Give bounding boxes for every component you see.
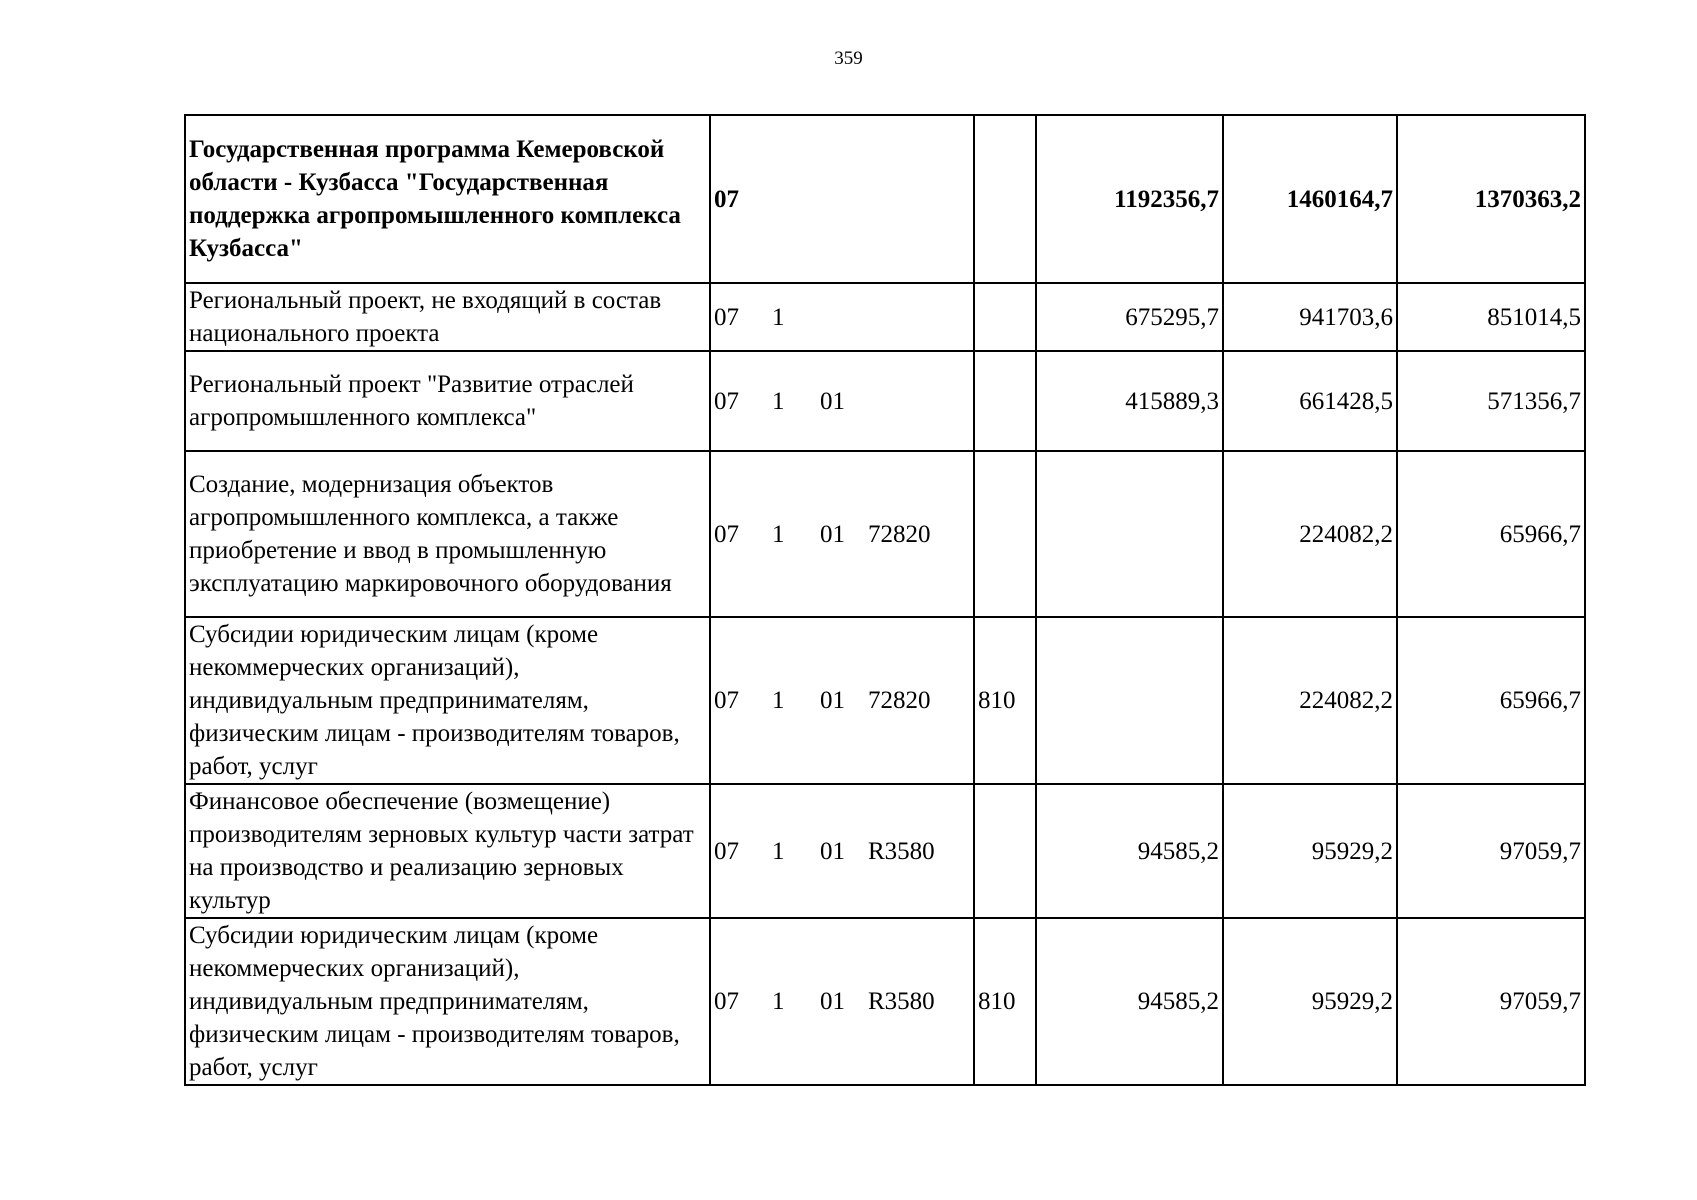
expense-type: 810 (974, 617, 1036, 784)
code-program: 07 (714, 303, 739, 331)
table-row (185, 283, 1585, 351)
amount-year-1 (1036, 451, 1223, 617)
amount-year-1: 675295,7 (1036, 283, 1223, 351)
code-cell (710, 617, 974, 784)
amount-year-2: 224082,2 (1223, 617, 1397, 784)
code-subprogram: 1 (772, 387, 785, 415)
amount-year-2: 95929,2 (1223, 918, 1397, 1085)
code-cell (710, 784, 974, 918)
code-direction: 72820 (868, 520, 931, 548)
code-direction: 72820 (868, 687, 931, 714)
amount-year-3: 65966,7 (1397, 451, 1585, 617)
expense-type: 810 (974, 918, 1036, 1085)
amount-year-3: 65966,7 (1397, 617, 1585, 784)
code-event: 01 (820, 387, 845, 415)
amount-year-1: 94585,2 (1036, 918, 1223, 1085)
code-subprogram: 1 (772, 687, 785, 714)
row-name: Региональный проект "Развитие отраслей агропромышленного комплекса" (185, 351, 710, 451)
code-event: 01 (820, 520, 845, 548)
table-row (185, 351, 1585, 451)
code-subprogram: 1 (772, 520, 785, 548)
table-row (185, 115, 1585, 283)
code-program: 07 (714, 988, 739, 1015)
amount-year-3: 1370363,2 (1397, 115, 1585, 283)
amount-year-3: 571356,7 (1397, 351, 1585, 451)
code-program: 07 (714, 520, 739, 548)
code-cell (710, 451, 974, 617)
code-cell (710, 283, 974, 351)
code-event: 01 (820, 687, 845, 714)
amount-year-3: 97059,7 (1397, 784, 1585, 918)
page-number: 359 (834, 48, 863, 69)
code-program: 07 (714, 387, 739, 415)
amount-year-2: 95929,2 (1223, 784, 1397, 918)
code-subprogram: 1 (772, 837, 785, 865)
code-cell (710, 918, 974, 1085)
amount-year-2: 224082,2 (1223, 451, 1397, 617)
row-name: Субсидии юридическим лицам (кроме некоммерческих организаций), индивидуальным предпринимателям, физическим лицам - производителям товаров, работ, услуг (185, 617, 710, 784)
row-name: Создание, модернизация объектов агропромышленного комплекса, а также приобретение и ввод в промышленную эксплуатацию маркировочного оборудования (185, 451, 710, 617)
table-row (185, 617, 1585, 784)
code-program: 07 (714, 185, 739, 213)
code-event: 01 (820, 837, 845, 865)
row-name: Субсидии юридическим лицам (кроме некоммерческих организаций), индивидуальным предпринимателям, физическим лицам - производителям товаров, работ, услуг (185, 918, 710, 1085)
code-direction: R3580 (868, 837, 935, 865)
code-direction: R3580 (868, 988, 935, 1015)
row-name: Государственная программа Кемеровской области - Кузбасса "Государственная поддержка агропромышленного комплекса Кузбасса" (185, 115, 710, 283)
expense-type (974, 351, 1036, 451)
table-row (185, 451, 1585, 617)
amount-year-3: 97059,7 (1397, 918, 1585, 1085)
amount-year-2: 941703,6 (1223, 283, 1397, 351)
expense-type (974, 784, 1036, 918)
expense-type (974, 115, 1036, 283)
code-program: 07 (714, 687, 739, 714)
amount-year-1: 415889,3 (1036, 351, 1223, 451)
row-name: Региональный проект, не входящий в состав национального проекта (185, 283, 710, 351)
code-program: 07 (714, 837, 739, 865)
code-event: 01 (820, 988, 845, 1015)
amount-year-1: 94585,2 (1036, 784, 1223, 918)
budget-table (184, 114, 1586, 1086)
expense-type (974, 451, 1036, 617)
amount-year-1: 1192356,7 (1036, 115, 1223, 283)
code-subprogram: 1 (772, 303, 785, 331)
expense-type (974, 283, 1036, 351)
amount-year-2: 1460164,7 (1223, 115, 1397, 283)
table-row (185, 918, 1585, 1085)
amount-year-3: 851014,5 (1397, 283, 1585, 351)
amount-year-1 (1036, 617, 1223, 784)
code-subprogram: 1 (772, 988, 785, 1015)
amount-year-2: 661428,5 (1223, 351, 1397, 451)
row-name: Финансовое обеспечение (возмещение) производителям зерновых культур части затрат на производство и реализацию зерновых культур (185, 784, 710, 918)
table-row (185, 784, 1585, 918)
code-cell (710, 115, 974, 283)
code-cell (710, 351, 974, 451)
